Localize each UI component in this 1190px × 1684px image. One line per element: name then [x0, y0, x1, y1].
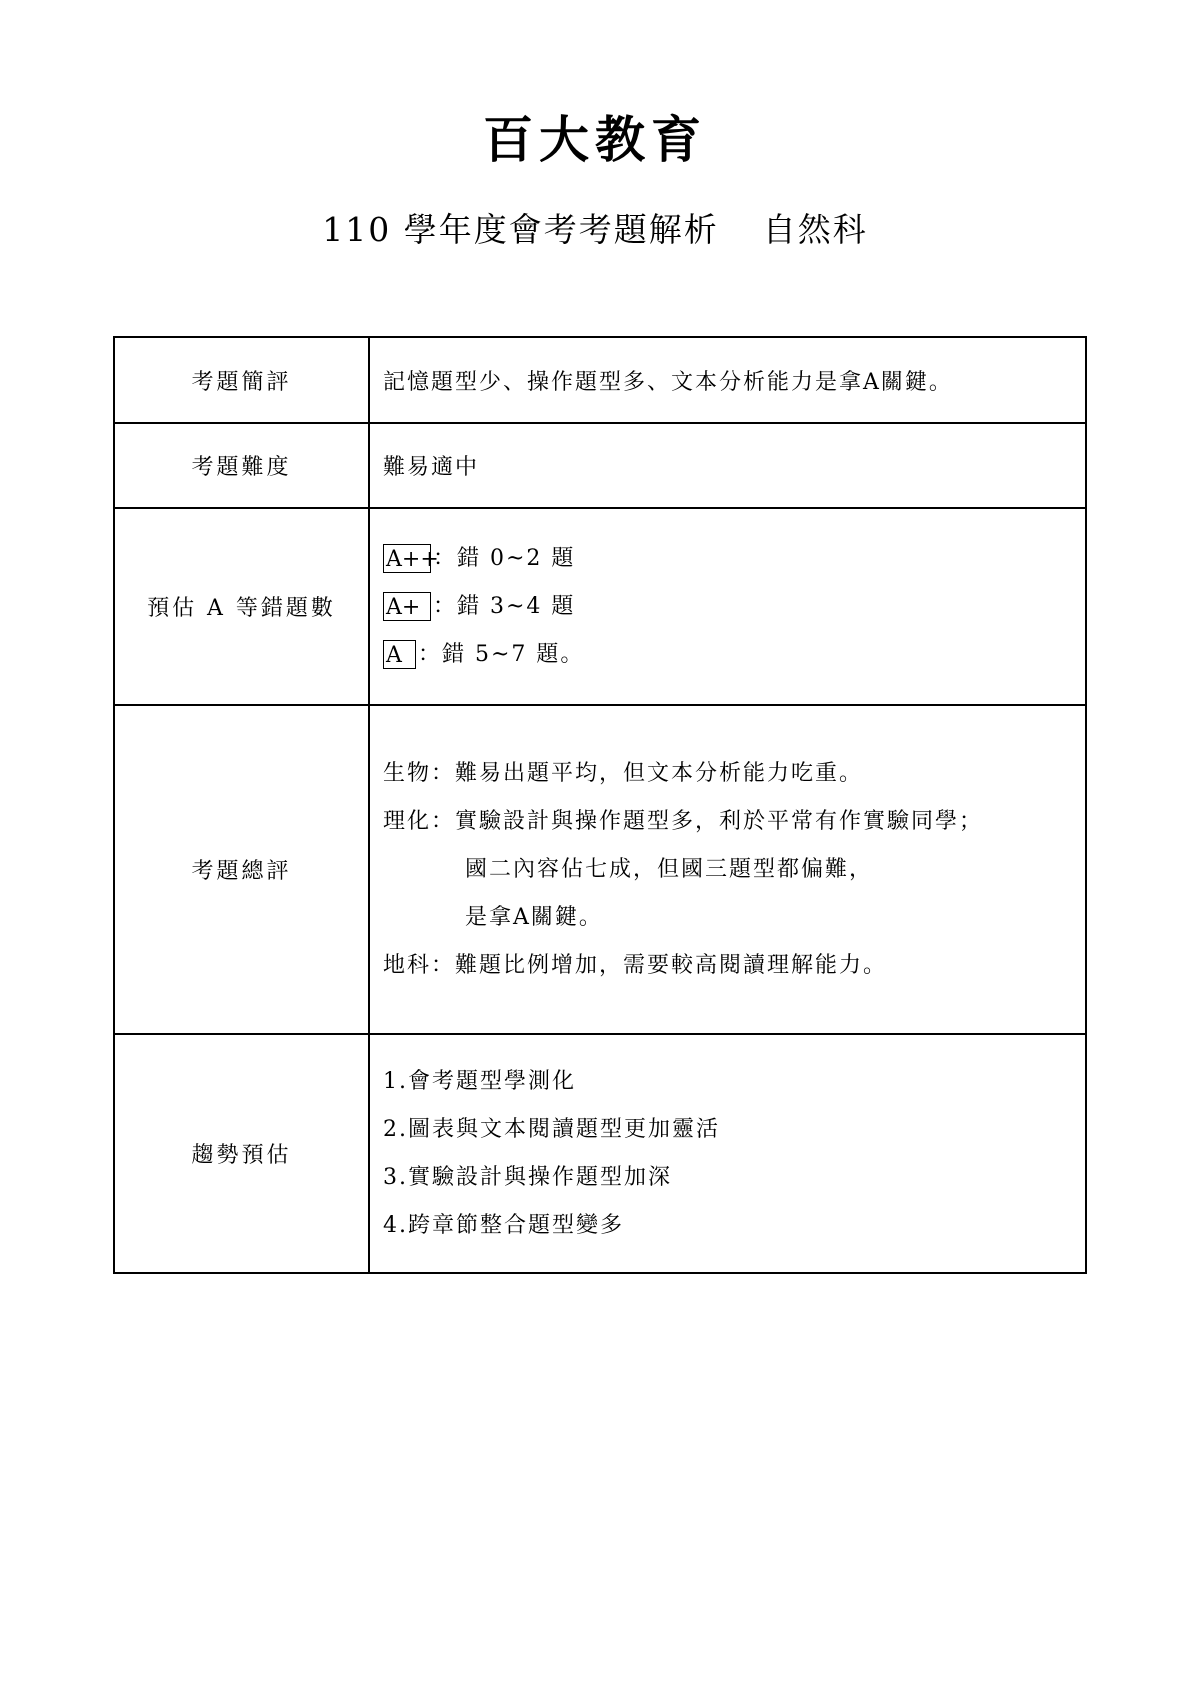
grade-line-a: [383, 631, 1085, 679]
grade-line-a-plus: [383, 583, 1085, 631]
grade-line-a-plus-plus: [383, 535, 1085, 583]
grade-badge: A++: [383, 544, 431, 573]
review-line-physics-chemistry-cont: 國二內容佔七成，但國三題型都偏難，: [465, 856, 874, 882]
table-row-difficulty: [114, 423, 1086, 508]
grade-badge: A: [383, 640, 416, 669]
trend-forecast-content: [369, 1034, 1086, 1273]
table-row-trend-forecast: [114, 1034, 1086, 1273]
grade-errors-text: ：錯 0~2 題: [433, 545, 576, 571]
grade-errors-text: ：錯 3~4 題: [433, 593, 576, 619]
list-item: 4.跨章節整合題型變多: [383, 1212, 624, 1238]
doc-title: [0, 205, 1190, 255]
exam-analysis-table: [113, 336, 1087, 1274]
brief-review-label: 考題簡評: [114, 337, 369, 423]
doc-title-subject: 自然科: [762, 210, 868, 249]
trend-forecast-label: 趨勢預估: [114, 1034, 369, 1273]
grade-errors-text: ：錯 5~7 題。: [418, 641, 585, 667]
brief-review-text: 記憶題型少、操作題型多、文本分析能力是拿A關鍵。: [369, 337, 1086, 423]
difficulty-text: 難易適中: [369, 423, 1086, 508]
table-row-brief-review: [114, 337, 1086, 423]
estimated-errors-label: 預估 A 等錯題數: [114, 508, 369, 705]
doc-title-main: 110 學年度會考考題解析: [322, 210, 719, 249]
overall-review-content: [369, 705, 1086, 1034]
review-line-earth-science: 地科：難題比例增加，需要較高閱讀理解能力。: [383, 952, 888, 978]
estimated-errors-content: [369, 508, 1086, 705]
list-item: 1.會考題型學測化: [383, 1068, 576, 1094]
table-row-estimated-errors: [114, 508, 1086, 705]
review-line-biology: 生物：難易出題平均，但文本分析能力吃重。: [383, 760, 864, 786]
overall-review-label: 考題總評: [114, 705, 369, 1034]
review-line-physics-chemistry-cont2: 是拿A關鍵。: [465, 904, 603, 930]
org-title: 百大教育: [483, 110, 707, 169]
list-item: 2.圖表與文本閱讀題型更加靈活: [383, 1116, 720, 1142]
difficulty-label: 考題難度: [114, 423, 369, 508]
review-line-physics-chemistry: 理化：實驗設計與操作題型多，利於平常有作實驗同學；: [383, 808, 984, 834]
list-item: 3.實驗設計與操作題型加深: [383, 1164, 672, 1190]
table-row-overall-review: [114, 705, 1086, 1034]
grade-badge: A+: [383, 592, 431, 621]
